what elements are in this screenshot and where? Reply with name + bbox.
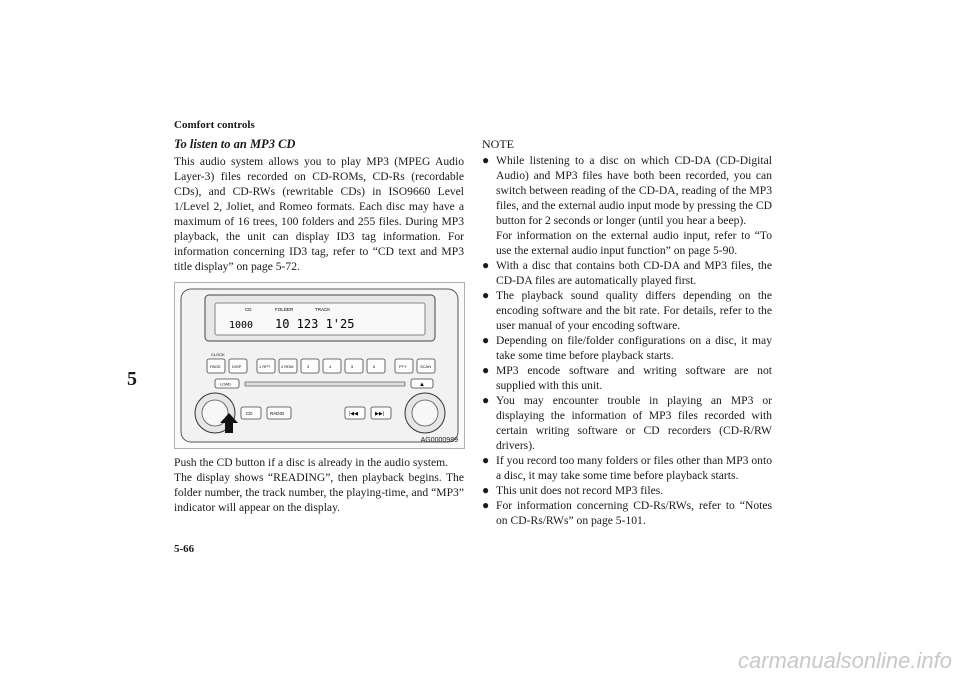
- display-label-folder: FOLDER: [275, 307, 294, 312]
- bullet-icon: ●: [482, 498, 490, 512]
- note-item: ● MP3 encode software and writing software are not supplied with this unit.: [482, 363, 772, 392]
- btn-scan: SCAN: [420, 364, 432, 369]
- btn-radio: RADIO: [270, 411, 285, 416]
- btn-disp: DISP: [232, 364, 242, 369]
- note-item: ● With a disc that contains both CD-DA and MP3 files, the CD-DA files are automatically played first.: [482, 258, 772, 287]
- intro-paragraph: This audio system allows you to play MP3 (MPEG Audio Layer-3) files recorded on CD-ROMs, CD-Rs (recordable CDs), and CD-RWs (rewritable CDs) in ISO9660 Level 1/Level 2, Joliet, and Romeo formats. Each disc may have a maximum of 16 trees, 100 folders and 255 files. During MP3 playback, the unit can display ID3 tag information. For information concerning ID3 tag, refer to “CD text and MP3 title display” on page 5-72.: [174, 155, 464, 273]
- note-item: ● If you record too many folders or files other than MP3 onto a disc, it may take some time before playback starts.: [482, 453, 772, 482]
- svg-text:|◀◀: |◀◀: [349, 411, 358, 417]
- cd-slot: [245, 382, 405, 386]
- btn-5: 5: [351, 364, 354, 369]
- btn-pty: PTY: [399, 364, 407, 369]
- note-list: [482, 153, 772, 528]
- audio-unit-illustration: [175, 283, 464, 448]
- btn-6: 6: [373, 364, 376, 369]
- note-item: ● The playback sound quality differs depending on the encoding software and the bit rate. For details, refer to the user manual of your encoding software.: [482, 288, 772, 332]
- note-item: ● While listening to a disc on which CD-DA (CD-Digital Audio) and MP3 files have both been recorded, you can switch between reading of the CD-DA, reading of the MP3 files, and the external audio input mode by pressing the CD button for 2 seconds or longer (until you hear a beep). For information on the external audio input, refer to “To use the external audio input function” on page 5-90.: [482, 153, 772, 257]
- note-item: ● For information concerning CD-Rs/RWs, refer to “Notes on CD-Rs/RWs” on page 5-101.: [482, 498, 772, 527]
- right-column: [482, 137, 772, 528]
- bullet-icon: ●: [482, 363, 490, 377]
- after-paragraph-1: Push the CD button if a disc is already in the audio system.: [174, 456, 449, 469]
- bullet-icon: ●: [482, 153, 490, 167]
- bullet-icon: ●: [482, 288, 490, 302]
- btn-load: LOAD: [220, 381, 231, 387]
- btn-2: 2 RDM: [281, 364, 294, 369]
- page-number: 5-66: [174, 543, 195, 555]
- display-left-digits: 1000: [229, 320, 254, 331]
- note-item: ● Depending on file/folder configurations on a disc, it may take some time before playback starts.: [482, 333, 772, 362]
- bullet-icon: ●: [482, 393, 490, 407]
- btn-4: 4: [329, 364, 332, 369]
- svg-text:▶▶|: ▶▶|: [375, 411, 384, 417]
- bullet-icon: ●: [482, 453, 490, 467]
- btn-3: 3: [307, 364, 310, 369]
- watermark: carmanualsonline.info: [737, 648, 952, 673]
- display-label-track: TRACK: [315, 307, 331, 312]
- btn-page: PAGE: [210, 364, 221, 369]
- audio-unit-figure: [174, 282, 465, 449]
- chapter-number: 5: [127, 368, 137, 390]
- note-extra: For information on the external audio input, refer to “To use the external audio input function” on page 5-90.: [496, 229, 772, 257]
- label-clock: CLOCK: [211, 352, 225, 357]
- btn-cd: CD: [246, 411, 253, 416]
- note-item: ● This unit does not record MP3 files.: [482, 483, 664, 497]
- bullet-icon: ●: [482, 258, 490, 272]
- note-heading: NOTE: [482, 137, 514, 151]
- btn-1: 1 RPT: [259, 364, 271, 369]
- after-paragraph-2: The display shows “READING”, then playback begins. The folder number, the track number, the playing-time, and “MP3” indicator will appear on the display.: [174, 471, 464, 514]
- section-title: To listen to an MP3 CD: [174, 137, 296, 151]
- left-column: [174, 137, 464, 515]
- bullet-icon: ●: [482, 333, 490, 347]
- bullet-icon: ●: [482, 483, 490, 497]
- svg-text:▲: ▲: [419, 382, 425, 388]
- note-item: ● You may encounter trouble in playing an MP3 or displaying the information of MP3 files recorded with certain writing software or CD recorders (CD-R/RW drivers).: [482, 393, 772, 452]
- running-header: Comfort controls: [174, 119, 255, 131]
- display-digits: 10 123 1'25: [275, 317, 355, 331]
- figure-code: AG0000989: [420, 437, 458, 444]
- display-label-cd: CD: [245, 307, 252, 312]
